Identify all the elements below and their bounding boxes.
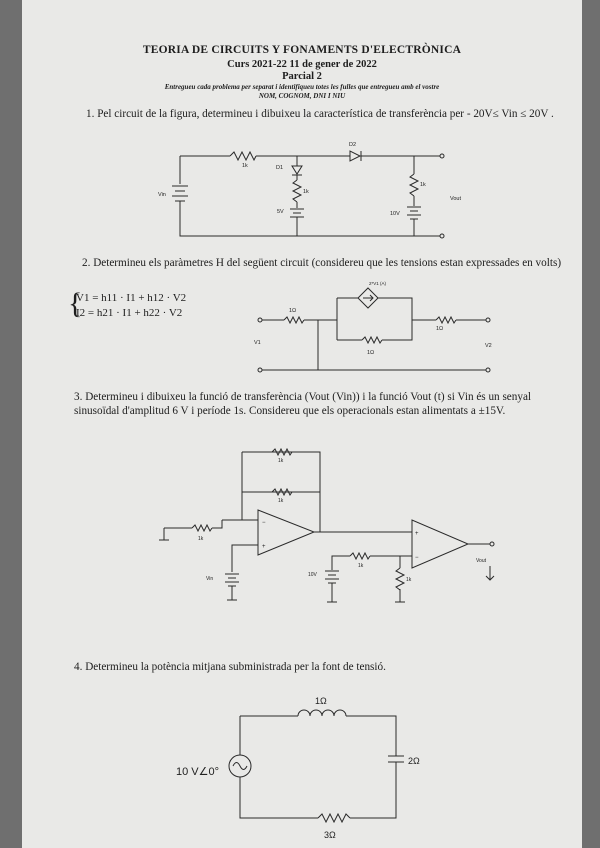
label-vout-3: Vout bbox=[476, 558, 487, 564]
instructions-line-2: NOM, COGNOM, DNI I NIU bbox=[258, 92, 346, 100]
label-rc: 1Ω bbox=[367, 350, 375, 356]
label-rg: 1k bbox=[406, 577, 412, 583]
label-v2: V2 bbox=[485, 343, 492, 349]
opamp-2-plus: + bbox=[415, 531, 419, 537]
opamp-2 bbox=[412, 520, 468, 568]
opamp-1-minus: − bbox=[262, 520, 266, 526]
course-date: Curs 2021-22 11 de gener de 2022 bbox=[227, 59, 377, 70]
label-5v: 5V bbox=[277, 209, 284, 215]
label-source: 10 V∠0° bbox=[176, 766, 220, 778]
label-rb: 1Ω bbox=[436, 326, 444, 332]
resistor-1k-out bbox=[410, 174, 418, 196]
diode-d1 bbox=[292, 166, 302, 175]
label-rs: 1k bbox=[358, 563, 364, 569]
label-rf2: 1k bbox=[278, 498, 284, 504]
label-r2: 1k bbox=[303, 189, 309, 195]
opamp-1-plus: + bbox=[262, 544, 266, 550]
resistor-1ohm-b bbox=[436, 317, 456, 323]
label-10v-3: 10V bbox=[308, 572, 317, 578]
opamp-2-minus: − bbox=[415, 555, 419, 561]
opamp-1 bbox=[258, 510, 314, 555]
label-r3: 1k bbox=[420, 182, 426, 188]
circuit-2 bbox=[254, 281, 492, 372]
diode-d2 bbox=[350, 151, 361, 161]
label-inductor: 1Ω bbox=[315, 696, 327, 706]
exam-page bbox=[22, 0, 582, 848]
resistor-1ohm-a bbox=[284, 317, 304, 323]
inductor-1ohm bbox=[298, 710, 346, 716]
vin-source-3 bbox=[225, 574, 239, 586]
resistor-1k-rg bbox=[396, 568, 404, 590]
label-ra: 1Ω bbox=[289, 308, 297, 314]
resistor-1ohm-c bbox=[362, 337, 382, 343]
label-10v: 10V bbox=[390, 211, 400, 217]
label-rf1: 1k bbox=[278, 458, 284, 464]
source-10v bbox=[407, 207, 421, 219]
label-capacitor: 2Ω bbox=[408, 756, 420, 766]
dependent-current-source bbox=[358, 288, 378, 308]
label-vout: Vout bbox=[450, 196, 462, 202]
diagram-layer bbox=[22, 0, 582, 848]
h-parameter-equations: { V1 = h11 · I1 + h12 · V2 I2 = h21 · I1 + h22 · V2 bbox=[68, 287, 187, 320]
question-3-text: 3. Determineu i dibuixeu la funció de transferència (Vout (Vin)) i la funció Vout (t) si Vin és un senyal sinusoïdal d'amplitud 6 V i període 1s. Considereu que els operacionals estan alimentats a ±15V. bbox=[74, 391, 532, 417]
question-4-text: 4. Determineu la potència mitjana subministrada per la font de tensió. bbox=[74, 661, 386, 673]
label-v1: V1 bbox=[254, 340, 261, 346]
capacitor-2ohm bbox=[388, 756, 404, 762]
resistor-1k-rin bbox=[192, 525, 212, 531]
resistor-1k-rs bbox=[350, 553, 370, 559]
resistor-3ohm bbox=[318, 814, 350, 822]
instructions-line-1: Entregueu cada problema per separat i identifiqueu totes les fulles que entregueu amb el vostre bbox=[164, 83, 440, 91]
resistor-1k-d1 bbox=[293, 180, 301, 202]
question-2-text: 2. Determineu els paràmetres H del següent circuit (considereu que les tensions estan expressades en volts) bbox=[82, 257, 562, 269]
label-vin-3: Vin bbox=[206, 576, 214, 582]
label-r1: 1k bbox=[242, 163, 248, 169]
question-1-text: 1. Pel circuit de la figura, determineu i dibuixeu la característica de transferència per - 20V≤ Vin ≤ 20V . bbox=[86, 108, 554, 120]
resistor-1k-series bbox=[230, 152, 256, 160]
source-10v-3 bbox=[325, 571, 339, 583]
label-rin: 1k bbox=[198, 536, 204, 542]
circuit-1 bbox=[158, 142, 461, 238]
label-vin: Vin bbox=[158, 192, 166, 198]
h-equation-2: I2 = h21 · I1 + h22 · V2 bbox=[76, 307, 183, 319]
h-equation-1: V1 = h11 · I1 + h12 · V2 bbox=[76, 292, 187, 304]
circuit-3 bbox=[159, 449, 494, 602]
vin-source bbox=[172, 186, 188, 201]
circuit-4 bbox=[176, 696, 420, 840]
label-d1: D1 bbox=[276, 165, 284, 171]
label-dep-source: 2*V1 (A) bbox=[369, 281, 387, 286]
exam-name: Parcial 2 bbox=[282, 71, 322, 82]
label-d2: D2 bbox=[349, 142, 357, 148]
exam-title: TEORIA DE CIRCUITS Y FONAMENTS D'ELECTRÒNICA bbox=[142, 44, 462, 56]
label-resistor: 3Ω bbox=[324, 830, 336, 840]
source-5v bbox=[290, 209, 304, 217]
